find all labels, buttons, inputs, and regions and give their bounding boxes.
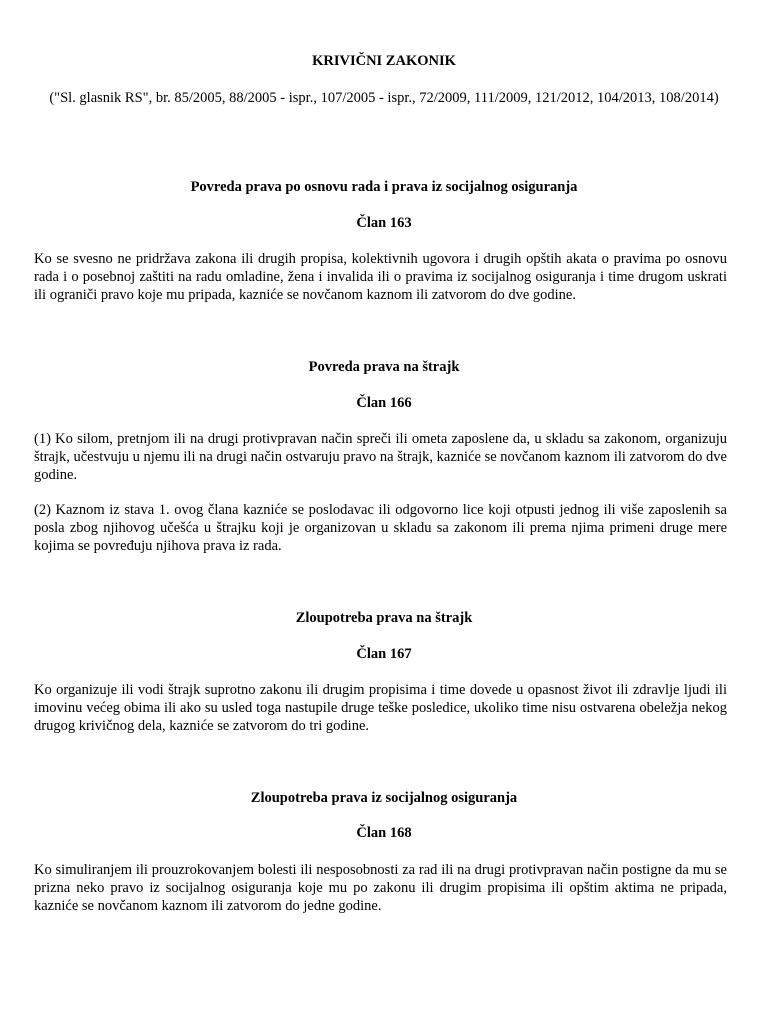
section-title-166: Povreda prava na štrajk: [308, 359, 460, 375]
section-title-167: Zloupotreba prava na štrajk: [295, 610, 473, 626]
article-paragraph-163: Ko se svesno ne pridržava zakona ili drugih propisa, kolektivnih ugovora i drugih opštih akata o pravima po osnovu rada i o posebnoj zaštiti na radu omladine, žena i invalida ili o pravima iz socijalnog osiguranja i time drugom uskrati ili ograniči pravo koje mu pripada, kazniće se novčanom kaznom ili zatvorom do dve godine.: [34, 251, 727, 303]
article-paragraph-167: Ko organizuje ili vodi štrajk suprotno zakonu ili drugim propisima i time dovede u opasnost život ili zdravlje ljudi ili imovinu većeg obima ili ako su usled toga nastupile druge teške posledice, ukoliko time nisu ostvarena obeležja nekog drugog krivičnog dela, kazniće se zatvorom do tri godine.: [34, 682, 727, 734]
article-number-168: Član 168: [356, 825, 412, 841]
section-title-168: Zloupotreba prava iz socijalnog osiguranja: [250, 790, 518, 806]
section-title-163: Povreda prava po osnovu rada i prava iz socijalnog osiguranja: [190, 179, 578, 195]
document-title: KRIVIČNI ZAKONIK: [312, 53, 456, 69]
article-number-167: Član 167: [356, 646, 412, 662]
document-source-citation: ("Sl. glasnik RS", br. 85/2005, 88/2005 - ispr., 107/2005 - ispr., 72/2009, 111/2009, 121/2012, 104/2013, 108/2014): [49, 90, 719, 106]
article-paragraph-168: Ko simuliranjem ili prouzrokovanjem bolesti ili nesposobnosti za rad ili na drugi protivpravan način postigne da mu se prizna neko pravo iz socijalnog osiguranja koje mu po zakonu ili drugim propisima ili opštim aktima ne pripada, kazniće se novčanom kaznom ili zatvorom do jedne godine.: [34, 862, 727, 914]
article-paragraph-166-1: (1) Ko silom, pretnjom ili na drugi protivpravan način spreči ili ometa zaposlene da, u skladu sa zakonom, organizuju štrajk, učestvuju u njemu ili na drugi način ostvaruju pravo na štrajk, kazniće se novčanom kaznom ili zatvorom do dve godine.: [34, 431, 727, 483]
article-number-166: Član 166: [356, 395, 412, 411]
article-number-163: Član 163: [356, 215, 412, 231]
article-paragraph-166-2: (2) Kaznom iz stava 1. ovog člana kazniće se poslodavac ili odgovorno lice koji otpusti jednog ili više zaposlenih sa posla zbog njihovog učešća u štrajku koji je organizovan u skladu sa zakonom ili prema njima primeni druge mere kojima se povređuju njihova prava iz rada.: [34, 502, 727, 554]
